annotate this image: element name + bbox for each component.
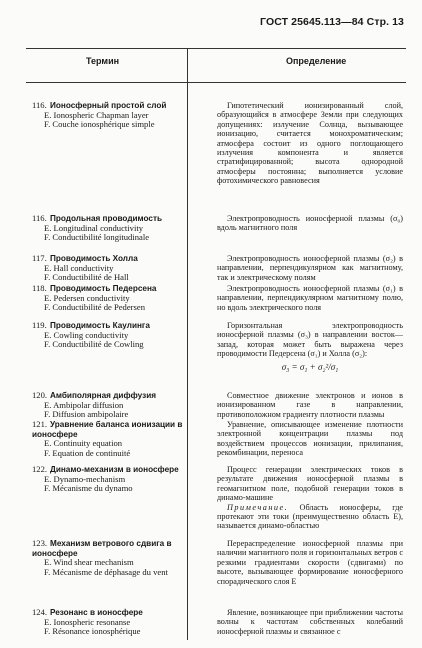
term-fr: F. Résonance ionosphérique — [44, 626, 141, 637]
term-entry-116a — [32, 101, 188, 130]
term-ru: Ионосферный простой слой — [50, 101, 167, 110]
term-fr: F. Mécanisme de déphasage du vent — [44, 566, 168, 577]
definition-120 — [217, 391, 403, 419]
term-entry-124 — [32, 608, 188, 637]
definition-121 — [217, 420, 403, 458]
term-ru: Проводимость Холла — [50, 254, 138, 263]
term-entry-116b — [32, 214, 188, 243]
entry-number: 122. — [32, 464, 48, 474]
definition-text: Явление, возникающее при приближении частоты волны к частотам собственных колебаний ионосферной плазмы и связанное с — [217, 608, 403, 636]
term-en: E. Ionospheric resonanse — [44, 616, 131, 627]
page-number: Стр. 13 — [366, 16, 404, 28]
definition-text: Электропроводность ионосферной плазмы (σ₀) вдоль магнитного поля — [217, 214, 403, 233]
term-fr: F. Conductibilité longitudinale — [44, 232, 150, 243]
table-header-rule — [26, 82, 406, 83]
term-ru: Проводимость Педерсена — [50, 284, 157, 293]
definition-text: Гипотетический ионизированный слой, образующийся в атмосфере Земли при следующих допущениях: излучение Солнца, вызывающее ионизацию, считается монохроматическим; атмосфера состоит из одного поглощающего излучения компонента и является стратифицированной; высота однородной атмосферы постоянна; выполняется условие фотохимического равновесия — [217, 101, 403, 186]
term-fr: F. Conductibilité de Pedersen — [44, 302, 145, 313]
definition-text: Уравнение, описывающее изменение плотности электронной концентрации плазмы под воздействием процессов ионизации, прилипания, рекомбинации, переноса — [217, 420, 403, 458]
term-entry-121 — [32, 420, 188, 458]
definition-118 — [217, 284, 403, 312]
note-label: Примечание. — [227, 502, 289, 512]
term-entry-119 — [32, 321, 188, 350]
term-ru: Уравнение баланса ионизации в ионосфере — [32, 420, 183, 439]
definition-text: Электропроводность ионосферной плазмы (σ₂) в направлении, перпендикулярном как магнитному, так и электрическому полям — [217, 254, 403, 282]
definition-124 — [217, 608, 403, 636]
entry-number: 120. — [32, 390, 48, 400]
cowling-formula: σ₃ = σ₁ + σ₂²/σ₁ — [281, 361, 339, 372]
term-en: E. Wind shear mechanism — [44, 557, 134, 568]
term-ru: Механизм ветрового сдвига в ионосфере — [32, 539, 172, 558]
column-header-term: Термин — [86, 56, 120, 66]
definition-text: Перераспределение ионосферной плазмы при наличии магнитного поля и горизонтальных ветров с резкими градиентами скорости (сдвигами) по высоте, вызывающее формирование ионосферного спорадического слоя E — [217, 539, 403, 586]
term-en: E. Ionospheric Chapman layer — [44, 109, 149, 120]
entry-number: 116. — [32, 213, 47, 223]
term-ru: Проводимость Каулинга — [50, 321, 150, 330]
term-en: E. Dynamo-mechanism — [44, 473, 126, 484]
entry-number: 119. — [32, 320, 47, 330]
definition-text: Совместное движение электронов и ионов в ионизированном газе в направлении, противоположном градиенту плотности плазмы — [217, 391, 403, 419]
definition-116b — [217, 214, 403, 233]
definition-note — [217, 503, 403, 531]
definition-text: Горизонтальная электропроводность ионосферной плазмы (σ₃) в направлении восток—запад, которая может быть выражена через проводимости Педерсена (σ₁) и Холла (σ₂): — [217, 321, 403, 359]
term-fr: F. Mécanisme du dynamo — [44, 483, 133, 494]
term-en: E. Pedersen conductivity — [44, 292, 130, 303]
entry-number: 124. — [32, 607, 48, 617]
entry-number: 121. — [32, 419, 48, 429]
term-fr: F. Conductibilité de Hall — [44, 272, 129, 283]
term-fr: F. Couche ionosphérique simple — [44, 119, 155, 130]
term-entry-117 — [32, 254, 188, 283]
page-header — [260, 16, 404, 28]
definition-119 — [217, 321, 403, 376]
table-top-rule — [26, 48, 406, 49]
definition-122 — [217, 465, 403, 531]
entry-number: 116. — [32, 100, 47, 110]
definition-text: Процесс генерации электрических токов в результате движения ионосферной плазмы в геомагнитном поле, подобной генерации токов в динамо-машине — [217, 465, 403, 503]
standard-code: ГОСТ 25645.113—84 — [260, 16, 364, 28]
term-fr: F. Equation de continuité — [44, 447, 131, 458]
term-entry-122 — [32, 465, 188, 494]
definition-123 — [217, 539, 403, 586]
definition-116a — [217, 101, 403, 186]
term-en: E. Ambipolar diffusion — [44, 399, 124, 410]
term-ru: Резонанс в ионосфере — [50, 608, 143, 617]
term-entry-120 — [32, 391, 188, 420]
definition-text: Электропроводность ионосферной плазмы (σ₁) в направлении, перпендикулярном магнитному полю, но вдоль электрического поля — [217, 284, 403, 312]
term-ru: Динамо-механизм в ионосфере — [50, 465, 179, 474]
definition-117 — [217, 254, 403, 282]
entry-number: 118. — [32, 283, 47, 293]
entry-number: 117. — [32, 253, 47, 263]
term-en: E. Longitudinal conductivity — [44, 222, 144, 233]
term-entry-118 — [32, 284, 188, 313]
term-entry-123 — [32, 539, 188, 577]
term-fr: F. Diffusion ambipolaire — [44, 409, 129, 420]
entry-number: 123. — [32, 538, 48, 548]
term-ru: Амбиполярная диффузия — [50, 391, 157, 400]
term-en: E. Cowling conductivity — [44, 329, 129, 340]
note-text: Область ионосферы, где протекают эти токи (преимущественно область E), называется динамо-областью — [217, 502, 404, 531]
column-header-definition: Определение — [286, 56, 347, 66]
term-fr: F. Conductibilité de Cowling — [44, 339, 144, 350]
term-ru: Продольная проводимость — [50, 214, 162, 223]
term-en: E. Hall conductivity — [44, 262, 114, 273]
term-en: E. Continuity equation — [44, 438, 123, 449]
